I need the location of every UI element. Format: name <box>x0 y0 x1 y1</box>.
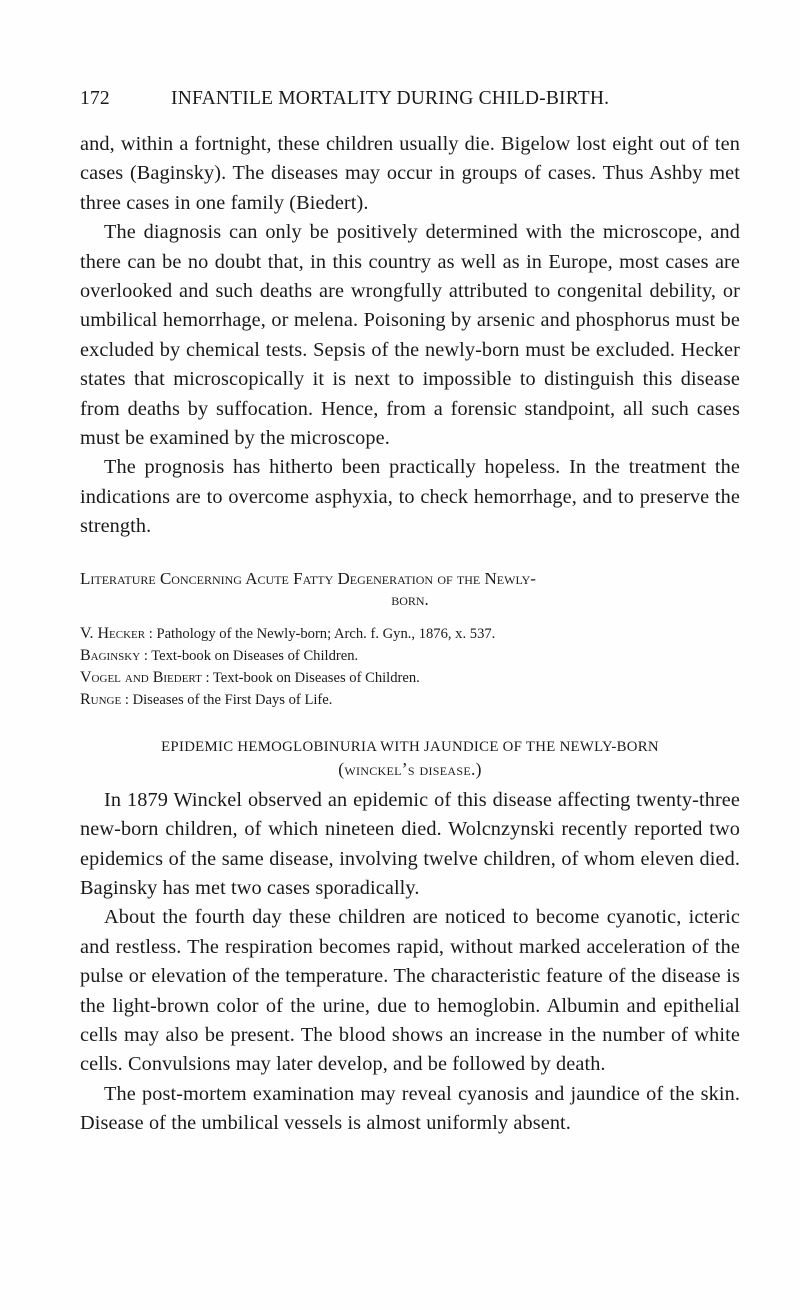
book-page <box>80 88 740 1139</box>
reference-text: : Pathology of the Newly-born; Arch. f. Gyn., 1876, x. 537. <box>145 625 496 642</box>
page-number: 172 <box>80 88 110 109</box>
reference-author: Runge <box>80 690 122 708</box>
paragraph: In 1879 Winckel observed an epidemic of this disease affecting twenty-three new-born children, of which nineteen died. Wolcnzynski recently reported two epidemics of the same disease, involving twelve children, of whom eleven died. Baginsky has met two cases sporadically. <box>80 788 740 899</box>
literature-heading-line2: born. <box>391 589 429 609</box>
paragraph: The prognosis has hitherto been practically hopeless. In the treatment the indications are to overcome asphyxia, to check hemorrhage, and to preserve the strength. <box>80 456 740 538</box>
running-head <box>80 88 740 118</box>
paragraph: The diagnosis can only be positively determined with the microscope, and there can be no doubt that, in this country as well as in Europe, most cases are overlooked and such deaths are wrongfully attributed to congenital debility, or umbilical hemorrhage, or melena. Poisoning by arsenic and phosphorus must be excluded by chemical tests. Sepsis of the newly-born must be excluded. Hecker states that microscopically it is next to impossible to distinguish this disease from deaths by suffocation. Hence, from a forensic standpoint, all such cases must be examined by the microscope. <box>80 221 740 450</box>
reference-item <box>80 667 740 689</box>
reference-text: : Text-book on Diseases of Children. <box>140 647 359 664</box>
reference-item <box>80 623 740 645</box>
section-heading <box>80 736 740 780</box>
section-subtitle: (winckel’s disease.) <box>338 758 482 779</box>
paragraph: and, within a fortnight, these children usually die. Bigelow lost eight out of ten cases (Baginsky). The diseases may occur in groups of cases. Thus Ashby met three cases in one family (Biedert). <box>80 133 740 214</box>
reference-item <box>80 645 740 667</box>
reference-item <box>80 689 740 711</box>
reference-author: V. Hecker <box>80 624 146 642</box>
reference-text: : Diseases of the First Days of Life. <box>121 691 333 708</box>
body-text-1 <box>80 130 740 542</box>
section-title: EPIDEMIC HEMOGLOBINURIA WITH JAUNDICE OF THE NEWLY-BORN <box>161 738 659 755</box>
reference-author: Baginsky <box>80 646 141 664</box>
paragraph: About the fourth day these children are noticed to become cyanotic, icteric and restless. The respiration becomes rapid, without marked acceleration of the pulse or elevation of the temperature. The characteristic feature of the disease is the light-brown color of the urine, due to hemoglobin. Albumin and epithelial cells may also be present. The blood shows an increase in the number of white cells. Convulsions may later develop, and be followed by death. <box>80 906 740 1076</box>
body-text-2 <box>80 786 740 1139</box>
reference-list <box>80 623 740 711</box>
running-title: INFANTILE MORTALITY DURING CHILD-BIRTH. <box>171 88 610 109</box>
literature-heading <box>80 568 740 610</box>
paragraph: The post-mortem examination may reveal cyanosis and jaundice of the skin. Disease of the umbilical vessels is almost uniformly absent. <box>80 1082 740 1135</box>
reference-author: Vogel and Biedert <box>80 668 202 686</box>
literature-heading-line1: Literature Concerning Acute Fatty Degeneration of the Newly- <box>80 568 536 588</box>
reference-text: : Text-book on Diseases of Children. <box>201 669 420 686</box>
